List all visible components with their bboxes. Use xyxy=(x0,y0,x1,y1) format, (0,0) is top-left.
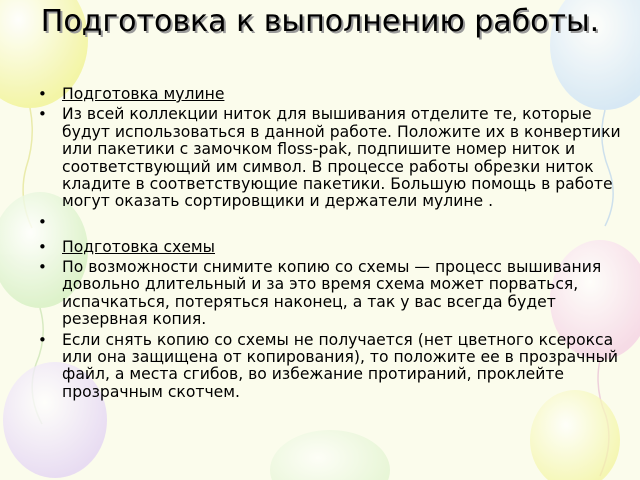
bullet-list xyxy=(38,86,628,404)
list-item-empty xyxy=(38,214,628,236)
list-item xyxy=(38,332,628,402)
list-item xyxy=(38,106,628,210)
section-heading: Подготовка схемы xyxy=(62,237,215,256)
bullet-icon: • xyxy=(38,258,47,277)
bullet-icon: • xyxy=(38,105,47,124)
paragraph-text: Из всей коллекции ниток для вышивания отделите те, которые будут использоваться в данной работе. Положите их в конвертики или пакетики с замочком floss-pak, подпишите номер ниток и соответствующий им символ. В процессе работы обрезки ниток кладите в соответствующие пакетики. Большую помощь в работе могут оказать сортировщики и держатели мулине . xyxy=(62,105,621,211)
list-item-heading xyxy=(38,239,628,256)
bullet-icon: • xyxy=(38,330,47,349)
section-heading: Подготовка мулине xyxy=(62,85,225,103)
list-item-heading xyxy=(38,86,628,103)
paragraph-text: По возможности снимите копию со схемы — процесс вышивания довольно длительный и за это время схема может порваться, испачкаться, потеряться наконец, а так у вас всегда будет резервная копия. xyxy=(62,258,602,329)
list-item xyxy=(38,259,628,329)
slide-title: Подготовка к выполнению работы. xyxy=(40,4,600,39)
bullet-icon: • xyxy=(38,212,47,231)
bullet-icon: • xyxy=(38,237,47,256)
bullet-icon: • xyxy=(38,85,47,103)
paragraph-text: Если снять копию со схемы не получается (нет цветного ксерокса или она защищена от копирования), то положите ее в прозрачный файл, а места сгибов, во избежание протираний, проклейте прозрачным скотчем. xyxy=(62,330,619,401)
